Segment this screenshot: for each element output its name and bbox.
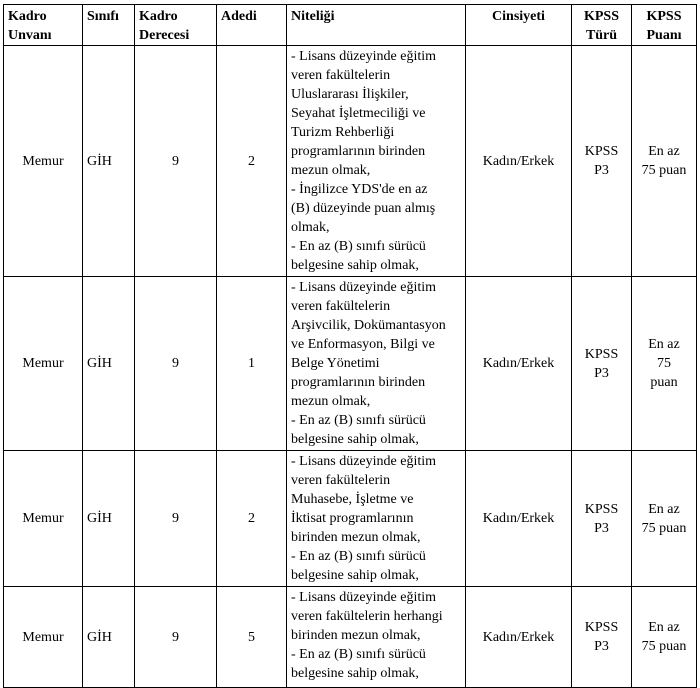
cell-cinsiyeti: Kadın/Erkek — [466, 46, 572, 277]
cell-kpss-turu-line: KPSS — [584, 144, 619, 159]
header-adedi: Adedi — [217, 5, 287, 46]
cell-kpss-turu — [572, 277, 632, 451]
niteligi-line: birinden mezun olmak, — [291, 530, 421, 545]
header-kpss-turu: KPSS Türü — [572, 5, 632, 46]
header-kadro-unvani: Kadro Unvanı — [4, 5, 83, 46]
cell-kpss-puani — [632, 587, 697, 688]
header-row — [4, 5, 697, 46]
cell-kpss-turu — [572, 587, 632, 688]
cell-kadro-unvani: Memur — [4, 587, 83, 688]
niteligi-line: belgesine sahip olmak, — [291, 258, 419, 273]
header-sinifi: Sınıfı — [83, 5, 135, 46]
cell-kadro-unvani: Memur — [4, 46, 83, 277]
niteligi-line: - Lisans düzeyinde eğitim — [291, 280, 437, 295]
niteligi-line: veren fakültelerin herhangi — [291, 609, 443, 624]
cell-cinsiyeti: Kadın/Erkek — [466, 587, 572, 688]
cell-kpss-turu — [572, 46, 632, 277]
table-row — [4, 587, 697, 688]
niteligi-line: Turizm Rehberliği — [291, 125, 395, 140]
cell-kadro-unvani: Memur — [4, 277, 83, 451]
cell-kpss-puani — [632, 46, 697, 277]
niteligi-line: (B) düzeyinde puan almış — [291, 201, 436, 216]
niteligi-line: - En az (B) sınıfı sürücü — [291, 239, 426, 254]
header-kadro-derecesi: Kadro Derecesi — [135, 5, 217, 46]
cell-kpss-turu-line: KPSS — [584, 620, 619, 635]
header-kpss-puani: KPSS Puanı — [632, 5, 697, 46]
cell-kpss-turu-line: P3 — [594, 365, 609, 381]
niteligi-line: birinden mezun olmak, — [291, 628, 421, 643]
header-niteligi: Niteliği — [287, 5, 466, 46]
niteligi-line: veren fakültelerin — [291, 68, 391, 83]
niteligi-line: belgesine sahip olmak, — [291, 666, 419, 681]
cell-kpss-turu-line: P3 — [594, 520, 609, 536]
niteligi-line: veren fakültelerin — [291, 473, 391, 488]
cell-kadro-derecesi: 9 — [135, 451, 217, 587]
cell-kpss-puani-line: En az — [648, 144, 680, 159]
cell-adedi: 1 — [217, 277, 287, 451]
niteligi-line: Belge Yönetimi — [291, 356, 380, 371]
cell-adedi: 2 — [217, 451, 287, 587]
cell-kadro-derecesi: 9 — [135, 46, 217, 277]
niteligi-line: - En az (B) sınıfı sürücü — [291, 549, 426, 564]
niteligi-line: - Lisans düzeyinde eğitim — [291, 49, 437, 64]
cell-kpss-turu — [572, 451, 632, 587]
niteligi-line: olmak, — [291, 220, 330, 235]
cell-kpss-puani-line: 75 — [657, 356, 671, 371]
cell-kadro-unvani: Memur — [4, 451, 83, 587]
niteligi-line: Uluslararası İlişkiler, — [291, 87, 409, 102]
niteligi-line: programlarının birinden — [291, 144, 426, 159]
niteligi-line: ve Enformasyon, Bilgi ve — [291, 337, 435, 352]
cell-kpss-turu-line: KPSS — [584, 346, 619, 362]
cell-sinifi: GİH — [83, 46, 135, 277]
cell-kadro-derecesi: 9 — [135, 277, 217, 451]
cell-kpss-turu-line: P3 — [594, 163, 609, 178]
cell-adedi: 5 — [217, 587, 287, 688]
header-cinsiyeti: Cinsiyeti — [466, 5, 572, 46]
staff-positions-table — [3, 4, 697, 688]
niteligi-line: mezun olmak, — [291, 394, 371, 409]
cell-kadro-derecesi: 9 — [135, 587, 217, 688]
table-row — [4, 451, 697, 587]
cell-sinifi: GİH — [83, 451, 135, 587]
niteligi-line: İktisat programlarının — [291, 511, 414, 526]
cell-kpss-puani — [632, 277, 697, 451]
niteligi-line: veren fakültelerin — [291, 299, 391, 314]
cell-niteligi — [287, 587, 466, 688]
cell-cinsiyeti: Kadın/Erkek — [466, 451, 572, 587]
niteligi-line: Seyahat İşletmeciliği ve — [291, 106, 426, 121]
niteligi-line: programlarının birinden — [291, 375, 426, 390]
cell-sinifi: GİH — [83, 587, 135, 688]
cell-kpss-puani-line: 75 puan — [641, 520, 687, 536]
cell-kpss-turu-line: P3 — [594, 639, 609, 654]
cell-niteligi — [287, 46, 466, 277]
niteligi-line: - Lisans düzeyinde eğitim — [291, 454, 437, 469]
table-row — [4, 277, 697, 451]
cell-sinifi: GİH — [83, 277, 135, 451]
cell-kpss-turu-line: KPSS — [584, 501, 619, 517]
niteligi-line: belgesine sahip olmak, — [291, 432, 419, 447]
niteligi-line: - En az (B) sınıfı sürücü — [291, 647, 426, 662]
cell-kpss-puani-line: En az — [648, 337, 680, 352]
cell-kpss-puani — [632, 451, 697, 587]
table-row — [4, 46, 697, 277]
cell-cinsiyeti: Kadın/Erkek — [466, 277, 572, 451]
niteligi-line: Muhasebe, İşletme ve — [291, 492, 414, 507]
niteligi-line: belgesine sahip olmak, — [291, 568, 419, 583]
cell-kpss-puani-line: 75 puan — [641, 639, 687, 654]
niteligi-line: Arşivcilik, Dokümantasyon — [291, 318, 446, 333]
cell-niteligi — [287, 277, 466, 451]
cell-kpss-puani-line: En az — [648, 620, 680, 635]
cell-kpss-puani-line: En az — [648, 501, 680, 517]
cell-niteligi — [287, 451, 466, 587]
niteligi-line: - Lisans düzeyinde eğitim — [291, 590, 437, 605]
niteligi-line: - İngilizce YDS'de en az — [291, 182, 428, 197]
cell-kpss-puani-line: 75 puan — [641, 163, 687, 178]
cell-adedi: 2 — [217, 46, 287, 277]
niteligi-line: mezun olmak, — [291, 163, 371, 178]
cell-kpss-puani-line: puan — [650, 375, 678, 390]
niteligi-line: - En az (B) sınıfı sürücü — [291, 413, 426, 428]
